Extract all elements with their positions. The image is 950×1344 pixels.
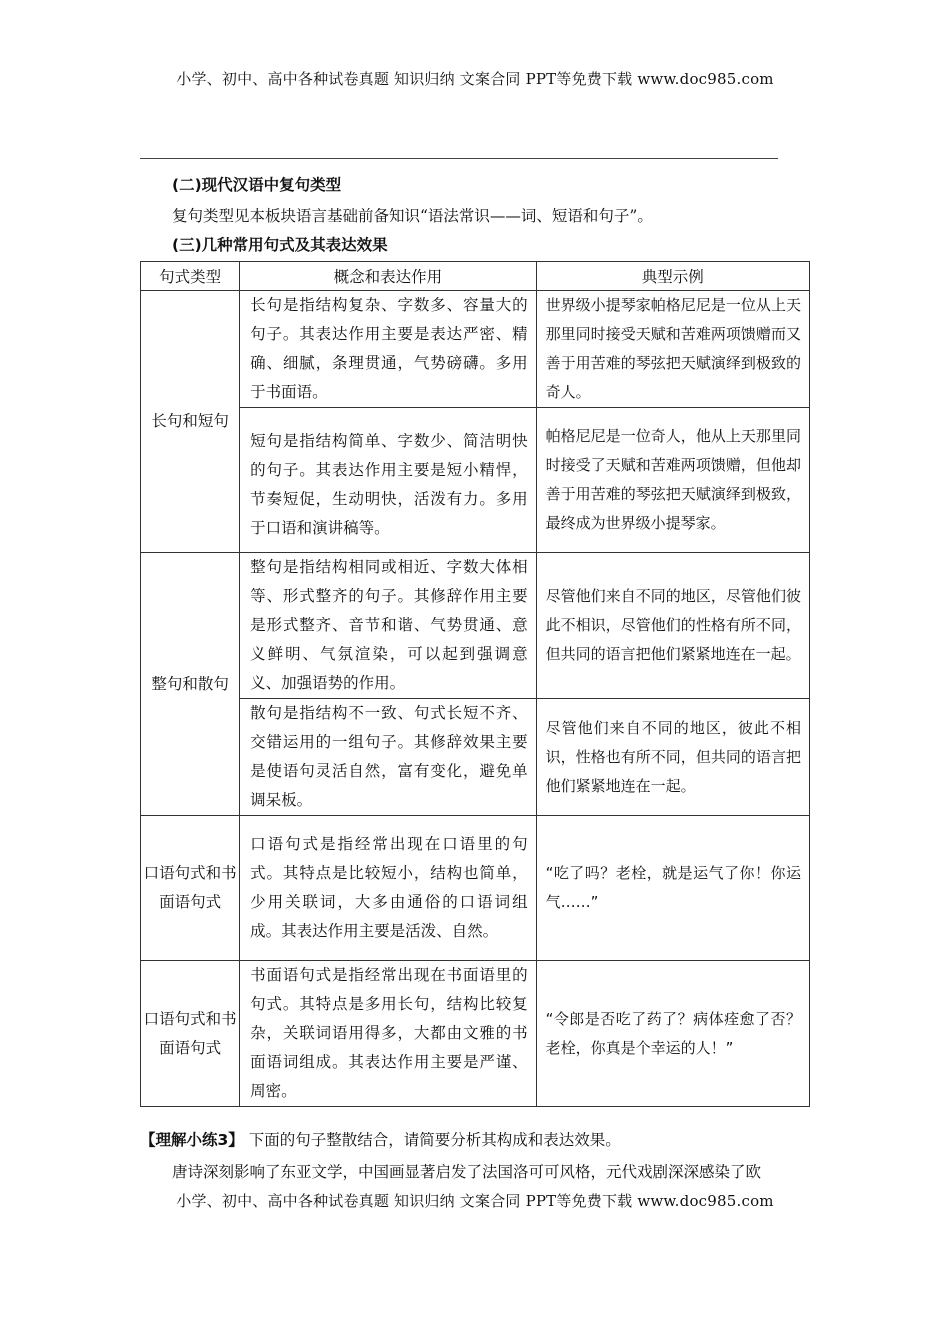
concept-loose: 散句是指结构不一致、句式长短不齐、交错运用的一组句子。其修辞效果主要是使语句灵活自然，富有变化，避免单调呆板。: [240, 699, 536, 816]
section-title-compound-sentences: (二)现代汉语中复句类型: [172, 176, 342, 194]
header-divider: [140, 158, 778, 159]
table-row: [141, 699, 810, 816]
table-header-row: [141, 262, 810, 291]
type-parallel-loose: 整句和散句: [141, 553, 240, 816]
example-short: 帕格尼尼是一位奇人，他从上天那里同时接受了天赋和苦难两项馈赠，但他却善于用苦难的琴弦把天赋演绎到极致，最终成为世界级小提琴家。: [536, 408, 809, 553]
table-row: [141, 291, 810, 408]
table-row: [141, 553, 810, 699]
concept-long: 长句是指结构复杂、字数多、容量大的句子。其表达作用主要是表达严密、精确、细腻，条理贯通，气势磅礴。多用于书面语。: [240, 291, 536, 408]
type-long-short: 长句和短句: [141, 291, 240, 553]
example-spoken: “吃了吗？老栓，就是运气了你！你运气……”: [536, 816, 809, 961]
exercise-sentence: 唐诗深刻影响了东亚文学，中国画显著启发了法国洛可可风格，元代戏剧深深感染了欧: [172, 1163, 762, 1181]
exercise-instruction: 下面的句子整散结合，请简要分析其构成和表达效果。: [248, 1131, 621, 1149]
header-concept: 概念和表达作用: [240, 262, 536, 291]
concept-written: 书面语句式是指经常出现在书面语里的句式。其特点是多用长句，结构比较复杂，关联词语用得多，大都由文雅的书面语词组成。其表达作用主要是严谨、周密。: [240, 961, 536, 1107]
table-row: [141, 816, 810, 961]
concept-spoken: 口语句式是指经常出现在口语里的句式。其特点是比较短小，结构也简单，少用关联词，大多由通俗的口语词组成。其表达作用主要是活泼、自然。: [240, 816, 536, 961]
table-row: [141, 408, 810, 553]
sentence-pattern-table: [140, 261, 810, 1107]
page-header: 小学、初中、高中各种试卷真题 知识归纳 文案合同 PPT等免费下载 www.doc985.com: [176, 70, 774, 88]
section-body-compound-sentences: 复句类型见本板块语言基础前备知识“语法常识——词、短语和句子”。: [172, 207, 653, 225]
concept-short: 短句是指结构简单、字数少、简洁明快的句子。其表达作用主要是短小精悍，节奏短促，生动明快，活泼有力。多用于口语和演讲稿等。: [240, 408, 536, 553]
type-spoken-written-2: 口语句式和书面语句式: [141, 961, 240, 1107]
table-row: [141, 961, 810, 1107]
page-footer: 小学、初中、高中各种试卷真题 知识归纳 文案合同 PPT等免费下载 www.doc985.com: [176, 1192, 774, 1210]
header-example: 典型示例: [536, 262, 809, 291]
example-parallel: 尽管他们来自不同的地区，尽管他们彼此不相识，尽管他们的性格有所不同，但共同的语言把他们紧紧地连在一起。: [536, 553, 809, 699]
section-title-sentence-patterns: (三)几种常用句式及其表达效果: [172, 236, 388, 254]
concept-parallel: 整句是指结构相同或相近、字数大体相等、形式整齐的句子。其修辞作用主要是形式整齐、音节和谐、气势贯通、意义鲜明、气氛渲染，可以起到强调意义、加强语势的作用。: [240, 553, 536, 699]
exercise-label: 【理解小练3】: [140, 1131, 244, 1149]
example-written: “令郎是否吃了药了？病体痊愈了否？老栓，你真是个幸运的人！”: [536, 961, 809, 1107]
exercise-prompt: [140, 1128, 621, 1150]
type-spoken-written-1: 口语句式和书面语句式: [141, 816, 240, 961]
example-loose: 尽管他们来自不同的地区，彼此不相识，性格也有所不同，但共同的语言把他们紧紧地连在一起。: [536, 699, 809, 816]
header-type: 句式类型: [141, 262, 240, 291]
example-long: 世界级小提琴家帕格尼尼是一位从上天那里同时接受天赋和苦难两项馈赠而又善于用苦难的琴弦把天赋演绎到极致的奇人。: [536, 291, 809, 408]
